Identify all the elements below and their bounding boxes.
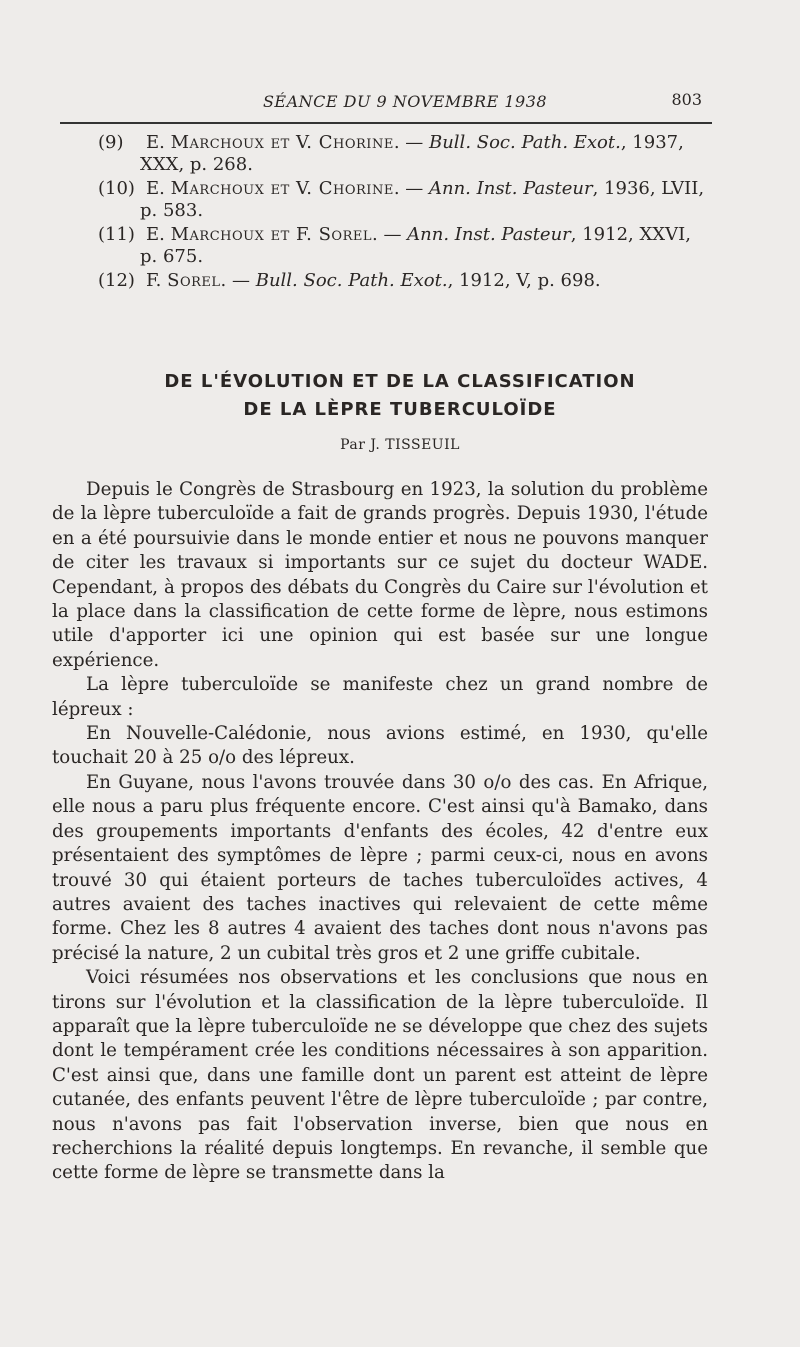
- body-paragraph: La lèpre tuberculoïde se manifeste chez un grand nombre de lépreux :: [52, 674, 708, 720]
- reference-initial: E.: [146, 224, 171, 245]
- reference-details: , 1912, XXVI, p. 675.: [140, 224, 691, 267]
- article-title-line-2: DE LA LÈPRE TUBERCULOÏDE: [243, 399, 557, 420]
- reference-authors: Marchoux et V. Chorine: [170, 132, 394, 153]
- reference-authors: Sorel: [167, 270, 221, 291]
- running-header: [100, 86, 710, 116]
- article-body: [52, 478, 708, 1186]
- reference-journal: Bull. Soc. Path. Exot.: [255, 270, 448, 291]
- reference-separator: . —: [393, 132, 429, 153]
- article-byline: Par J. TISSEUIL: [340, 437, 460, 453]
- body-paragraph: En Nouvelle-Calédonie, nous avions estimé, en 1930, qu'elle touchait 20 à 25 o/o des lépreux.: [52, 723, 708, 769]
- article-title: [80, 368, 720, 424]
- reference-number: (12): [98, 270, 135, 291]
- reference-item: [48, 132, 708, 176]
- reference-initial: F.: [146, 270, 168, 291]
- page-number: 803: [671, 90, 702, 109]
- header-rule: [60, 122, 712, 124]
- reference-separator: . —: [372, 224, 408, 245]
- reference-details: , 1936, LVII, p. 583.: [140, 178, 705, 221]
- reference-number: (11): [98, 224, 135, 245]
- reference-journal: Bull. Soc. Path. Exot.: [428, 132, 621, 153]
- running-title: SÉANCE DU 9 NOVEMBRE 1938: [262, 92, 548, 111]
- reference-number: (9): [98, 132, 124, 153]
- reference-item: [48, 224, 708, 268]
- body-paragraph: En Guyane, nous l'avons trouvée dans 30 o/o des cas. En Afrique, elle nous a paru plus fréquente encore. C'est ainsi qu'à Bamako, dans des groupements importants d'enfants des écoles, 42 d'entre eux présentaient des symptômes de lèpre ; parmi ceux-ci, nous en avons trouvé 30 qui étaient porteurs de taches tuberculoïdes actives, 4 autres avaient des taches inactives qui relevaient de cette même forme. Chez les 8 autres 4 avaient des taches dont nous n'avons pas précisé la nature, 2 un cubital très gros et 2 une griffe cubitale.: [52, 771, 708, 964]
- reference-journal: Ann. Inst. Pasteur: [428, 178, 593, 199]
- reference-item: [48, 178, 708, 222]
- reference-details: , 1937, XXX, p. 268.: [140, 132, 684, 175]
- reference-authors: Marchoux et V. Chorine: [170, 178, 394, 199]
- body-paragraph: Voici résumées nos observations et les conclusions que nous en tirons sur l'évolution et la classification de la lèpre tuberculoïde. Il apparaît que la lèpre tuberculoïde ne se développe que chez des sujets dont le tempérament crée les conditions nécessaires à son apparition. C'est ainsi que, dans une famille dont un parent est atteint de lèpre cutanée, des enfants peuvent l'être de lèpre tuberculoïde ; par contre, nous n'avons pas fait l'observation inverse, bien que nous en recherchions la réalité depuis longtemps. En revanche, il semble que cette forme de lèpre se transmette dans la: [52, 967, 708, 1184]
- reference-list: [48, 132, 708, 294]
- reference-initial: E.: [146, 178, 171, 199]
- reference-authors: Marchoux et F. Sorel: [170, 224, 372, 245]
- reference-item: [48, 270, 708, 292]
- body-paragraph: Depuis le Congrès de Strasbourg en 1923, la solution du problème de la lèpre tuberculoïde a fait de grands progrès. Depuis 1930, l'étude en a été poursuivie dans le monde entier et nous ne pouvons manquer de citer les travaux si importants sur ce sujet du docteur WADE. Cependant, à propos des débats du Congrès du Caire sur l'évolution et la place dans la classification de cette forme de lèpre, nous estimons utile d'apporter ici une opinion qui est basée sur une longue expérience.: [52, 479, 708, 671]
- reference-separator: . —: [220, 270, 256, 291]
- reference-separator: . —: [393, 178, 429, 199]
- article-title-line-1: DE L'ÉVOLUTION ET DE LA CLASSIFICATION: [164, 371, 636, 392]
- reference-initial: E.: [146, 132, 171, 153]
- reference-details: , 1912, V, p. 698.: [447, 270, 601, 291]
- reference-number: (10): [98, 178, 135, 199]
- reference-journal: Ann. Inst. Pasteur: [407, 224, 571, 245]
